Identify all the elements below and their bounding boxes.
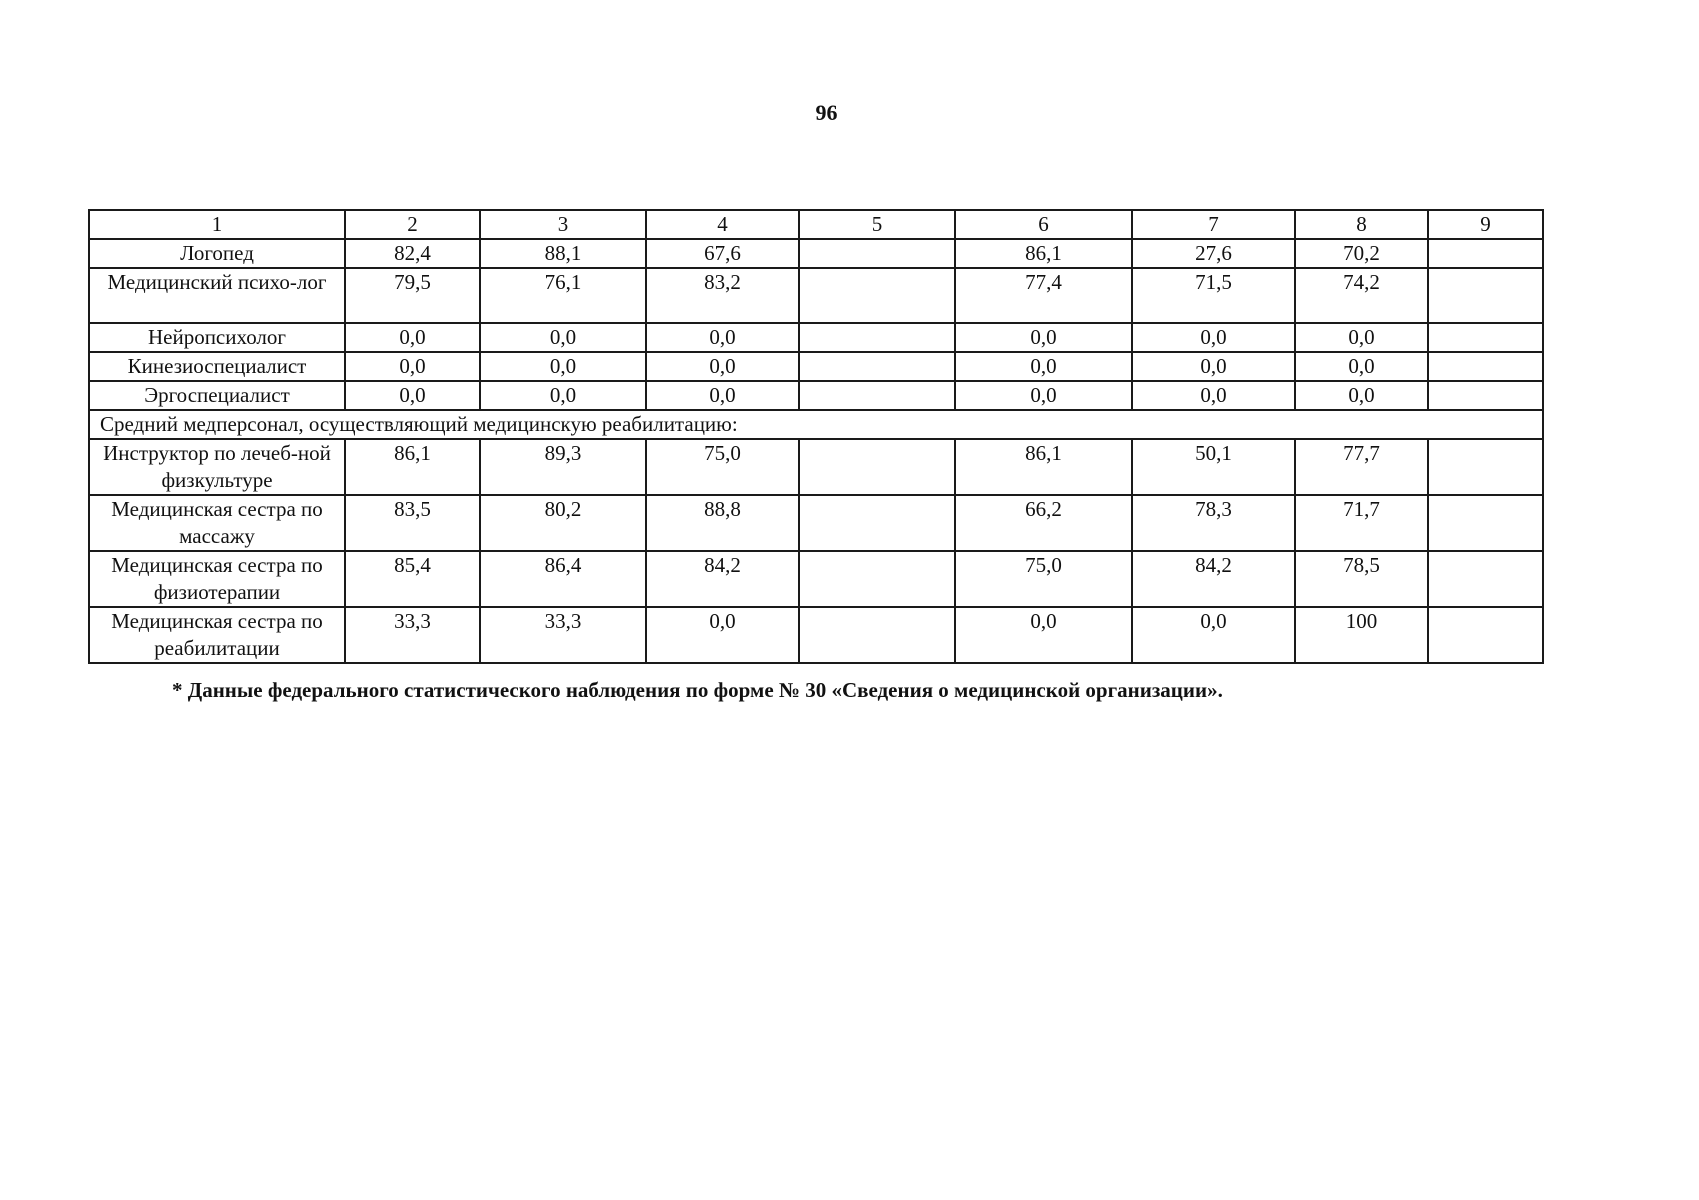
table-cell [1428,495,1543,551]
table-cell [1428,323,1543,352]
table-cell [799,239,955,268]
table-cell [1428,381,1543,410]
table-cell: 83,5 [345,495,480,551]
table-cell: 33,3 [480,607,646,663]
table-cell [1428,607,1543,663]
column-header: 6 [955,210,1132,239]
table-cell: 0,0 [345,381,480,410]
table-cell: 0,0 [1132,607,1295,663]
table-cell: 0,0 [480,381,646,410]
table-cell [799,551,955,607]
table-cell: 0,0 [480,323,646,352]
table-row [89,551,1543,607]
section-heading: Средний медперсонал, осуществляющий медицинскую реабилитацию: [89,410,1543,439]
table-cell: 78,3 [1132,495,1295,551]
table-cell: 0,0 [345,323,480,352]
column-header: 5 [799,210,955,239]
column-header: 2 [345,210,480,239]
table-row [89,268,1543,323]
table-cell: 88,1 [480,239,646,268]
table-cell [799,495,955,551]
table-row [89,381,1543,410]
table-cell [799,323,955,352]
table-cell: 77,4 [955,268,1132,323]
table-cell: 0,0 [955,607,1132,663]
table-cell [799,381,955,410]
table-cell [799,268,955,323]
table-cell: 84,2 [1132,551,1295,607]
row-label: Кинезиоспециалист [89,352,345,381]
table-cell: 86,1 [955,239,1132,268]
table-cell: 0,0 [646,607,799,663]
table-cell: 0,0 [955,352,1132,381]
table-cell: 0,0 [1295,352,1428,381]
row-label: Инструктор по лечеб-ной физкультуре [89,439,345,495]
table-cell: 71,5 [1132,268,1295,323]
table-cell [799,352,955,381]
row-label: Медицинский психо-лог [89,268,345,323]
table-cell: 67,6 [646,239,799,268]
row-label: Медицинская сестра по физиотерапии [89,551,345,607]
table-cell: 100 [1295,607,1428,663]
table-cell: 0,0 [1132,381,1295,410]
table-cell: 88,8 [646,495,799,551]
table-cell: 0,0 [1132,323,1295,352]
table-cell: 76,1 [480,268,646,323]
table-cell: 75,0 [955,551,1132,607]
table-cell: 78,5 [1295,551,1428,607]
table-cell: 86,1 [345,439,480,495]
table-cell: 86,1 [955,439,1132,495]
table-cell [1428,439,1543,495]
table-cell: 79,5 [345,268,480,323]
table-cell: 27,6 [1132,239,1295,268]
table-row [89,352,1543,381]
table-cell: 85,4 [345,551,480,607]
column-header: 8 [1295,210,1428,239]
table-cell: 0,0 [1132,352,1295,381]
table-cell: 0,0 [1295,381,1428,410]
table-cell [1428,551,1543,607]
table-cell: 74,2 [1295,268,1428,323]
table-cell: 0,0 [955,381,1132,410]
table-cell: 0,0 [480,352,646,381]
table-cell: 84,2 [646,551,799,607]
row-label: Логопед [89,239,345,268]
table-cell [1428,239,1543,268]
table-cell [1428,352,1543,381]
table-cell: 70,2 [1295,239,1428,268]
table-cell: 89,3 [480,439,646,495]
table-cell: 80,2 [480,495,646,551]
table-cell: 0,0 [646,381,799,410]
table-cell: 0,0 [646,352,799,381]
data-table [88,209,1544,664]
column-header-row [89,210,1543,239]
column-header: 4 [646,210,799,239]
column-header: 1 [89,210,345,239]
column-header: 9 [1428,210,1543,239]
table-cell: 86,4 [480,551,646,607]
table-cell: 83,2 [646,268,799,323]
table-cell: 77,7 [1295,439,1428,495]
table-cell [799,439,955,495]
table-row [89,495,1543,551]
table-row [89,439,1543,495]
table-cell: 0,0 [646,323,799,352]
footnote: * Данные федерального статистического наблюдения по форме № 30 «Сведения о медицинской организации». [172,678,1223,702]
column-header: 7 [1132,210,1295,239]
table-row [89,239,1543,268]
table-cell: 0,0 [345,352,480,381]
table-cell: 82,4 [345,239,480,268]
table-cell: 71,7 [1295,495,1428,551]
table-cell: 50,1 [1132,439,1295,495]
table-cell: 75,0 [646,439,799,495]
table-cell: 66,2 [955,495,1132,551]
table-cell [1428,268,1543,323]
row-label: Нейропсихолог [89,323,345,352]
table-cell: 33,3 [345,607,480,663]
page-number: 96 [815,100,838,125]
row-label: Медицинская сестра по реабилитации [89,607,345,663]
column-header: 3 [480,210,646,239]
row-label: Медицинская сестра по массажу [89,495,345,551]
table-row [89,323,1543,352]
table-cell: 0,0 [955,323,1132,352]
section-heading-row [89,410,1543,439]
table-cell [799,607,955,663]
table-cell: 0,0 [1295,323,1428,352]
row-label: Эргоспециалист [89,381,345,410]
table-row [89,607,1543,663]
